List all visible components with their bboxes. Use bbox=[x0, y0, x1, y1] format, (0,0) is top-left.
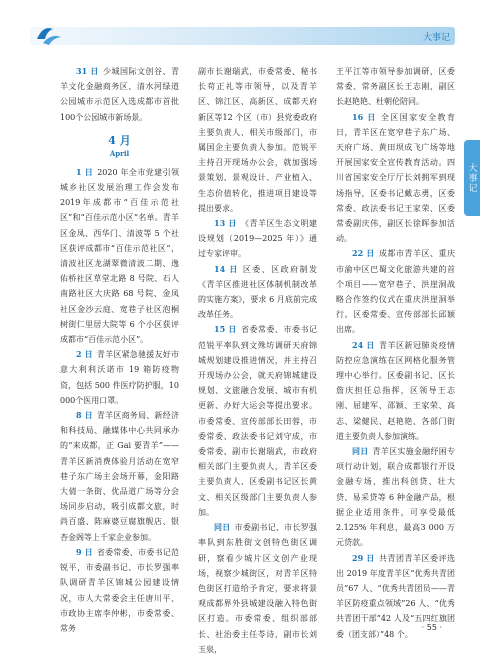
event-text: 副市长谢瑞武，市委常委、秘书长苟正礼等市领导，以及青羊区、锦江区、高新区、成都天府新区等12 个区（市）县党委政府主要负责人、相关市级部门，市属国企主要负责人参加。范锐平主持召开现场办公会，就加强场景策划、景观设计、产业植入、生态价值转化，推进项目建设等提出要求。 bbox=[198, 67, 317, 213]
event-date: 29 日 bbox=[352, 552, 375, 563]
event-text: 青羊区实施金融纾困专项行动计划，联合成都银行开设金融专场，推出科创贷、壮大贷、易采贷等 6 种金融产品，根据企业适用条件，可享受最低 2.125% 年利息，最高3 000 万元贷款。 bbox=[336, 447, 456, 548]
event-date: 1 日 bbox=[76, 166, 94, 177]
event-date: 同日 bbox=[214, 522, 231, 533]
month-title: 4 月 bbox=[108, 133, 131, 147]
event-entry bbox=[336, 110, 455, 247]
event-date: 15 日 bbox=[214, 324, 237, 335]
event-entry bbox=[60, 165, 179, 347]
running-title: 大事记 bbox=[422, 33, 450, 43]
event-entry bbox=[336, 338, 455, 444]
page-number: · 55 · bbox=[421, 623, 442, 632]
event-entry bbox=[60, 545, 179, 636]
event-entry bbox=[198, 322, 317, 520]
event-date: 8 日 bbox=[76, 410, 93, 421]
event-date: 31 日 bbox=[76, 66, 99, 76]
event-entry bbox=[336, 444, 455, 550]
event-date: 16 日 bbox=[352, 111, 377, 122]
event-entry bbox=[60, 408, 179, 545]
event-entry bbox=[198, 216, 317, 262]
event-date: 24 日 bbox=[352, 339, 375, 350]
event-text: 成都市青羊区、重庆市渝中区巴蜀文化旅游共建的首个项目——宽窄巷子、洪崖洞战略合作签约仪式在重庆洪崖洞举行。区委常委、宣传部部长邱颖出席。 bbox=[336, 249, 455, 335]
event-text: 青羊区新冠肺炎疫情防控应急演练在区网格化服务管理中心举行。区委副书记、区长詹庆担任总指挥，区领导王志刚、屈建军、邵颖、王家荣、高志、梁健民、赵艳艳、各部门街道主要负责人参加演练。 bbox=[336, 340, 455, 441]
event-date: 9 日 bbox=[76, 546, 93, 557]
event-text: 王平江等市领导参加调研，区委常委、常务副区长王志刚，副区长赵艳艳、杜朝伦陪同。 bbox=[336, 67, 455, 107]
event-entry bbox=[336, 246, 455, 337]
month-subtitle: April bbox=[109, 148, 130, 158]
event-text: 省委常委、市委书记范锐平，市委副书记、市长罗强率队调研青羊区锦城公园建设情况，市人大常委会主任唐川平、市政协主席李仲彬，市委常委、常务 bbox=[60, 547, 180, 633]
event-entry bbox=[198, 520, 317, 657]
event-text: 青羊区紧急驰援友好市意大利利沃诺市 19 箱防疫物资，包括 500 件医疗防护服，10 000个医用口罩。 bbox=[60, 350, 180, 405]
event-date: 13 日 bbox=[214, 218, 237, 229]
event-date: 同日 bbox=[352, 446, 369, 457]
header-decoration-icon bbox=[33, 19, 65, 51]
event-entry bbox=[336, 64, 455, 110]
column-2 bbox=[198, 64, 318, 654]
event-text: 共青团青羊区委评选出 2019 年度青羊区“优秀共青团员”67 人、“优秀共青团员——青羊区防疫重点领域”26 人、“优秀共青团干部”42 人及“五四红旗团委（团支部）”48 个。 bbox=[336, 553, 455, 639]
event-text: 全区国家安全教育日，青羊区在宽窄巷子东广场、天府广场、黄田坝成飞广场等地开展国家安全宣传教育活动。四川省国家安全厅厅长刘拥军到现场指导，区委书记戴志勇，区委常委、政法委书记王家荣、区委常委副庆伟，副区长徐晖参加活动。 bbox=[336, 112, 455, 244]
event-entry bbox=[198, 64, 317, 216]
event-text: 市委副书记、市长罗强率队到东胜街文创特色街区调研，察看少城片区文创产业现场，视察少城街区，对青羊区特色街区打造给予肯定，要求将景观成都界外县城建设融入特色街区打造。市委常委、组织部部长、社治委主任苓诗，副市长刘玉泉， bbox=[198, 523, 318, 654]
event-text: 《青羊区生态文明建设规划（2019—2025 年）》通过专家评审。 bbox=[198, 219, 317, 259]
month-heading bbox=[60, 133, 179, 159]
header-band bbox=[30, 27, 455, 45]
event-entry bbox=[198, 262, 317, 323]
event-date: 2 日 bbox=[76, 349, 93, 360]
event-text: 青羊区商务局、新经济和科技局、融媒体中心共同承办的“来成都，正 Gai 要青羊”——青羊区新消费体验月活动在宽窄巷子东广场主会场开幕，金阳路大倩一条街、优品道广场等分会场同步启动，吸引成都文旅，时尚百盛、陈麻婆豆腐旗舰店、银杏金阁等上千家企业参加。 bbox=[60, 411, 180, 542]
event-text: 省委常委、市委书记范锐平率队到文殊坊调研天府锦城规划建设推进情况，并主持召开现场办公会，就天府锦城建设规划、文旅融合发展、城市有机更新、办好大运会等提出要求。市委常委、宣传部部长田蓉，市委常委、政法委书记刘守成，市委常委、副市长谢瑞武，市政府相关部门主要负责人，青羊区委主要负责人、区委副书记区长黄文、相关区级部门主要负责人参加。 bbox=[198, 325, 317, 517]
event-date: 22 日 bbox=[352, 248, 375, 259]
column-1 bbox=[60, 64, 180, 633]
event-entry bbox=[60, 64, 179, 125]
side-tab-label: 大事记 bbox=[466, 163, 477, 193]
side-tab bbox=[464, 140, 480, 216]
event-text: 2020 年全市党建引领城乡社区发展治理工作会发布2019年成都市“百佳示范社区”和“百佳示范小区”名单。青羊区金凤、西华门、清波等 5 个社区获评成都市“百佳示范社区”，清波社区龙湖翠微清波二期、逸佑桥社区草堂北路 8 号院、石人南路社区大庆路 68 号院、金凤社区金沙云庭、宽巷子社区泡桐树街仁里居大院等 6 个小区获评成都市“百佳示范小区”。 bbox=[60, 167, 179, 345]
event-entry bbox=[60, 347, 179, 408]
event-text: 区委、区政府制发《青羊区推进社区体制机制改革的实施方案》，要求 6 月底前完成改革任务。 bbox=[198, 264, 317, 320]
event-date: 14 日 bbox=[214, 263, 239, 274]
event-text: 少城国际文创谷、青羊文化金融商务区、清水河绿道公园城市示范区入选成都市首批100个公园城市新场景。 bbox=[60, 67, 179, 122]
